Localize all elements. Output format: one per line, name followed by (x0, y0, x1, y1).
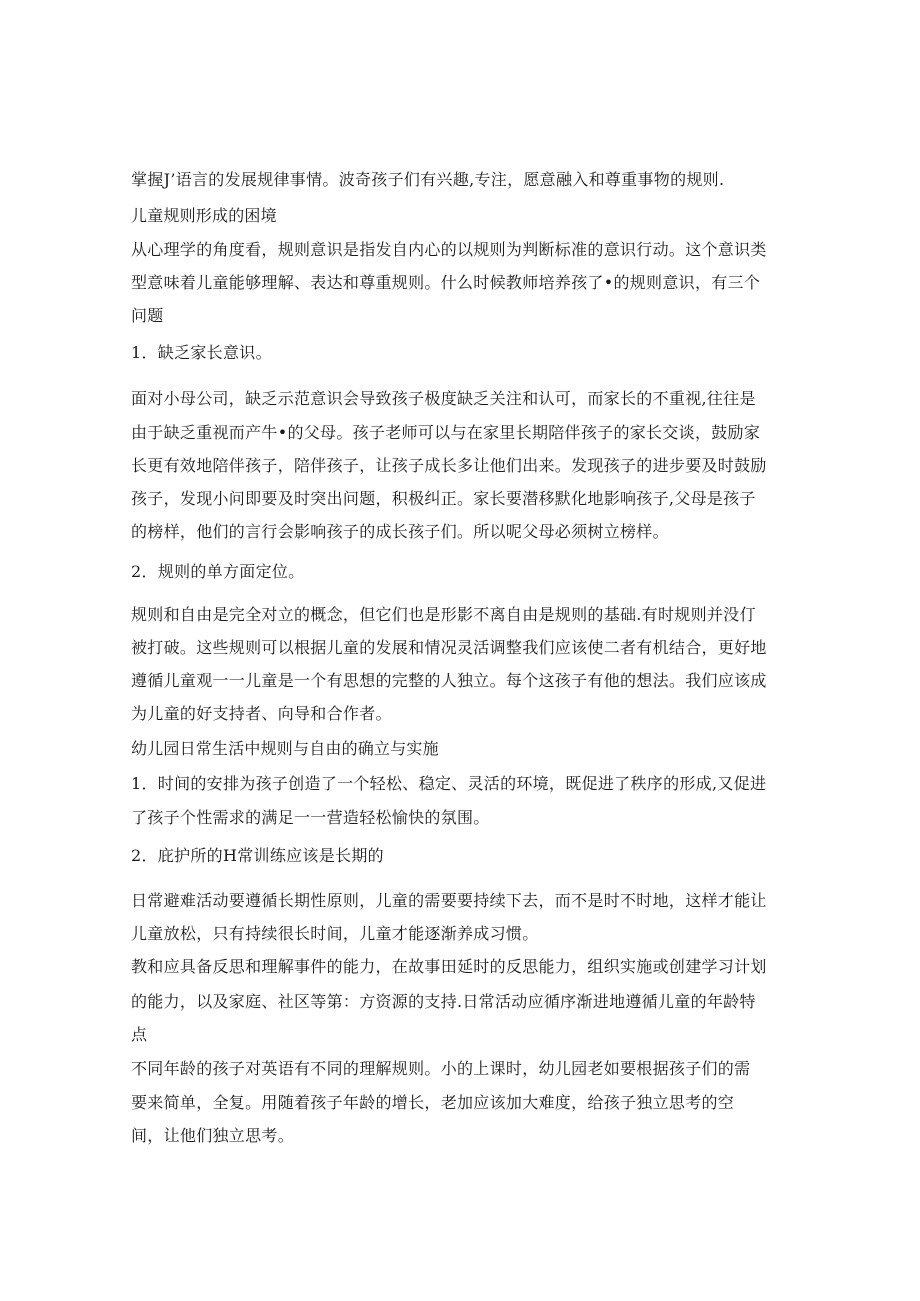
paragraph-line: 面对小母公司，缺乏示范意识会导致孩子极度缺乏关注和认可，而家长的不重视,往往是 (131, 389, 756, 408)
paragraph-line: 的榜样，他们的言行会影响孩子的成长孩子们。所以呢父母必须树立榜样。 (131, 522, 669, 541)
paragraph-line: 的能力，以及家庭、社区等第：方资源的支持.日常活动应循序渐进地遵循儿童的年龄特 (131, 992, 756, 1011)
numbered-heading: 2．规则的单方面定位。 (131, 562, 305, 581)
paragraph-line: 由于缺乏重视而产牛•的父母。孩子老师可以与在家里长期陪伴孩子的家长交谈，鼓励家 (131, 423, 761, 442)
paragraph-line: 了孩子个性需求的满足一一营造轻松愉快的氛围。 (131, 808, 490, 827)
section-heading: 幼儿园日常生活中规则与自由的确立与实施 (131, 739, 439, 758)
numbered-heading: 2．庇护所的H常训练应该是长期的 (131, 846, 384, 865)
paragraph-line: 要来简单，全复。用随着孩子年龄的增长，老加应该加大难度，给孩子独立思考的空 (131, 1093, 735, 1112)
numbered-heading: 1．缺乏家长意识。 (131, 343, 272, 362)
paragraph-line: 儿童放松，只有持续很长时间，儿童才能逐渐养成习惯。 (131, 924, 539, 943)
paragraph-line: 规则和自由是完全对立的概念，但它们也是形影不离自由是规则的基础.有时规则并没仃 (131, 605, 756, 624)
numbered-heading: 1．时间的安排为孩子创造了一个轻松、稳定、灵活的环境，既促进了秩序的形成,又促进 (131, 774, 767, 793)
paragraph-line: 教和应具备反思和理解事件的能力，在故事田延时的反思能力，组织实施或创建学习计划 (131, 957, 767, 976)
section-heading: 儿童规则形成的困境 (131, 206, 277, 225)
paragraph-line: 不同年龄的孩子对英语有不同的理解规则。小的上课时，幼儿园老如要根据孩子们的需 (131, 1059, 751, 1078)
paragraph-line: 孩子，发现小问即要及时突出问题，积极纠正。家长要潜移默化地影响孩子,父母是孩子 (131, 489, 756, 508)
paragraph-line: 问题 (131, 306, 164, 325)
paragraph-line: 掌握J’语言的发展规律事情。波奇孩子们有兴趣,专注，愿意融入和尊重事物的规则. (131, 170, 725, 189)
paragraph-line: 为儿童的好支持者、向导和合作者。 (131, 704, 392, 723)
paragraph-line: 型意味着儿童能够理解、表达和尊重规则。什么时候教师培养孩了•的规则意识，有三个 (131, 273, 761, 292)
paragraph-line: 间，让他们独立思考。 (131, 1126, 295, 1145)
paragraph-line: 长更有效地陪伴孩子，陪伴孩子，让孩子成长多让他们出来。发现孩子的进步要及时鼓励 (131, 456, 767, 475)
paragraph-line: 点 (131, 1025, 148, 1044)
paragraph-line: 日常避难活动要遵循长期性原则，儿童的需要要持续下去，而不是时不时地，这样才能让 (131, 891, 767, 910)
paragraph-line: 从心理学的角度看，规则意识是指发自内心的以规则为判断标准的意识行动。这个意识类 (131, 240, 767, 259)
paragraph-line: 被打破。这些规则可以根据儿童的发展和情况灵活调整我们应该使二者有机结合，更好地 (131, 638, 767, 657)
paragraph-line: 遵循儿童观一一儿童是一个有思想的完整的人独立。每个这孩子有他的想法。我们应该成 (131, 671, 767, 690)
